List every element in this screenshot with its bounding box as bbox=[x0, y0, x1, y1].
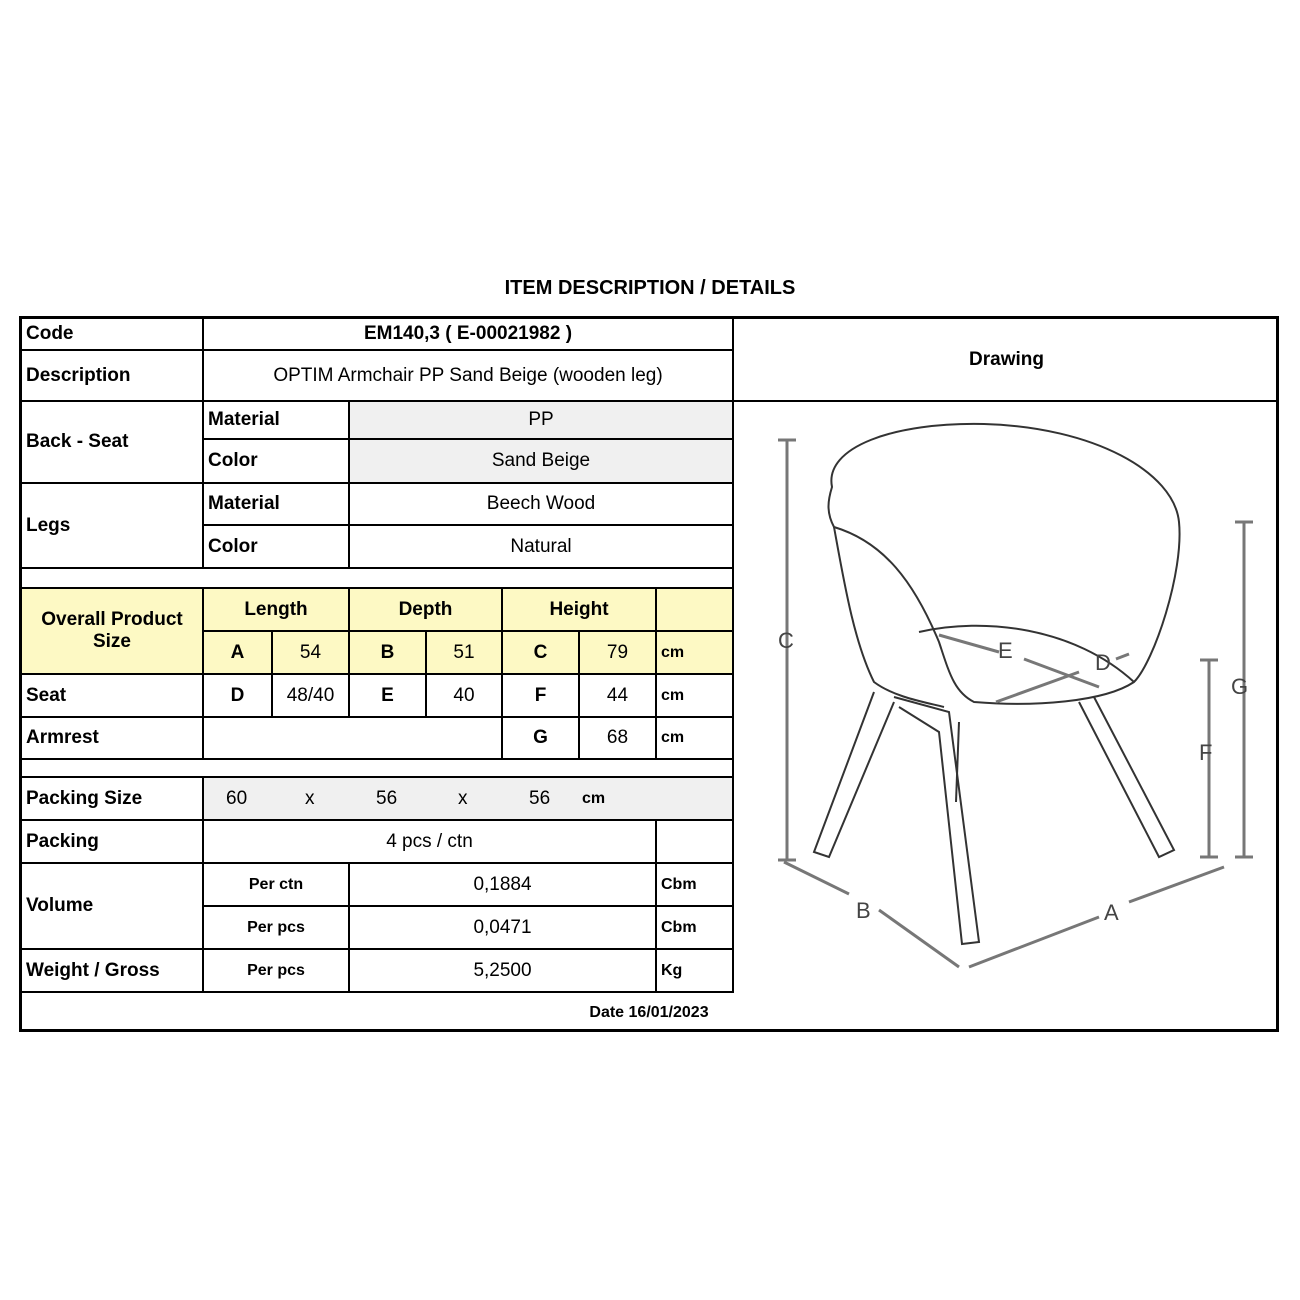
volume-per-ctn-label: Per ctn bbox=[204, 864, 350, 907]
dim-line-d-2 bbox=[1116, 654, 1129, 659]
legs-material-label: Material bbox=[204, 484, 350, 526]
packing-unit-empty bbox=[657, 821, 734, 864]
back-seat-color-label: Color bbox=[204, 440, 350, 484]
volume-per-ctn-value: 0,1884 bbox=[350, 864, 657, 907]
packing-size-label: Packing Size bbox=[22, 778, 204, 821]
dim-a-value: 54 bbox=[273, 632, 350, 675]
spacer-row-2 bbox=[22, 760, 734, 778]
dim-g-letter: G bbox=[503, 718, 580, 760]
dim-line-e-2 bbox=[1024, 659, 1099, 687]
drawing-label: Drawing bbox=[734, 319, 1279, 402]
dim-a-letter: A bbox=[204, 632, 273, 675]
overall-size-label: Overall Product Size bbox=[22, 589, 204, 675]
packing-width: 56 bbox=[376, 787, 398, 809]
spec-table bbox=[19, 316, 1279, 1032]
dim-e-value: 40 bbox=[427, 675, 503, 718]
back-seat-color-value: Sand Beige bbox=[350, 440, 734, 484]
weight-per-pcs-label: Per pcs bbox=[204, 950, 350, 993]
diagram-label-d: D bbox=[1095, 650, 1111, 675]
dim-c-letter: C bbox=[503, 632, 580, 675]
volume-per-ctn-unit: Cbm bbox=[657, 864, 734, 907]
legs-color-label: Color bbox=[204, 526, 350, 569]
diagram-label-g: G bbox=[1231, 674, 1249, 699]
dim-c-value: 79 bbox=[580, 632, 657, 675]
code-label: Code bbox=[22, 319, 204, 351]
diagram-label-b: B bbox=[856, 898, 871, 923]
chair-leg-front-left bbox=[814, 692, 894, 857]
back-seat-label: Back - Seat bbox=[22, 402, 204, 484]
dim-line-d-1 bbox=[996, 672, 1079, 702]
dim-g-value: 68 bbox=[580, 718, 657, 760]
volume-per-pcs-value: 0,0471 bbox=[350, 907, 657, 950]
weight-unit: Kg bbox=[657, 950, 734, 993]
diagram-label-a: A bbox=[1104, 900, 1119, 925]
dim-line-a-1 bbox=[969, 917, 1099, 967]
dim-f-letter: F bbox=[503, 675, 580, 718]
packing-value: 4 pcs / ctn bbox=[204, 821, 657, 864]
legs-label: Legs bbox=[22, 484, 204, 569]
armrest-label: Armrest bbox=[22, 718, 204, 760]
chair-drawing bbox=[734, 402, 1279, 993]
dim-b-letter: B bbox=[350, 632, 427, 675]
armrest-unit: cm bbox=[657, 718, 734, 760]
chair-diagram bbox=[734, 402, 1279, 993]
description-label: Description bbox=[22, 351, 204, 402]
volume-per-pcs-label: Per pcs bbox=[204, 907, 350, 950]
height-header: Height bbox=[503, 589, 657, 632]
packing-size-values bbox=[204, 778, 734, 821]
description-value: OPTIM Armchair PP Sand Beige (wooden leg) bbox=[204, 351, 734, 402]
armrest-empty bbox=[204, 718, 503, 760]
date: Date 16/01/2023 bbox=[589, 1003, 709, 1021]
volume-per-pcs-unit: Cbm bbox=[657, 907, 734, 950]
packing-x2: x bbox=[458, 787, 468, 809]
length-header: Length bbox=[204, 589, 350, 632]
chair-leg-back-right bbox=[1079, 697, 1174, 857]
dim-e-letter: E bbox=[350, 675, 427, 718]
size-unit: cm bbox=[657, 632, 734, 675]
volume-label: Volume bbox=[22, 864, 204, 950]
diagram-label-f: F bbox=[1199, 740, 1213, 765]
unit-header bbox=[657, 589, 734, 632]
packing-height: 56 bbox=[529, 787, 551, 809]
weight-label: Weight / Gross bbox=[22, 950, 204, 993]
seat-unit: cm bbox=[657, 675, 734, 718]
dim-f-value: 44 bbox=[580, 675, 657, 718]
diagram-label-e: E bbox=[998, 638, 1013, 663]
page-title: ITEM DESCRIPTION / DETAILS bbox=[504, 277, 796, 299]
packing-length: 60 bbox=[226, 787, 248, 809]
dim-line-b-1 bbox=[784, 862, 849, 894]
legs-color-value: Natural bbox=[350, 526, 734, 569]
chair-leg-front-right bbox=[894, 697, 979, 944]
dim-d-value: 48/40 bbox=[273, 675, 350, 718]
legs-material-value: Beech Wood bbox=[350, 484, 734, 526]
back-seat-material-label: Material bbox=[204, 402, 350, 440]
packing-label: Packing bbox=[22, 821, 204, 864]
dim-d-letter: D bbox=[204, 675, 273, 718]
dim-line-a-2 bbox=[1129, 867, 1224, 902]
packing-x1: x bbox=[305, 787, 315, 809]
depth-header: Depth bbox=[350, 589, 503, 632]
dim-line-e-1 bbox=[939, 635, 999, 652]
code-value: EM140,3 ( E-00021982 ) bbox=[204, 319, 734, 351]
dim-b-value: 51 bbox=[427, 632, 503, 675]
diagram-label-c: C bbox=[778, 628, 794, 653]
seat-label: Seat bbox=[22, 675, 204, 718]
back-seat-material-value: PP bbox=[350, 402, 734, 440]
weight-value: 5,2500 bbox=[350, 950, 657, 993]
spacer-row bbox=[22, 569, 734, 589]
packing-size-unit: cm bbox=[582, 789, 606, 807]
dim-line-b-2 bbox=[879, 910, 959, 967]
